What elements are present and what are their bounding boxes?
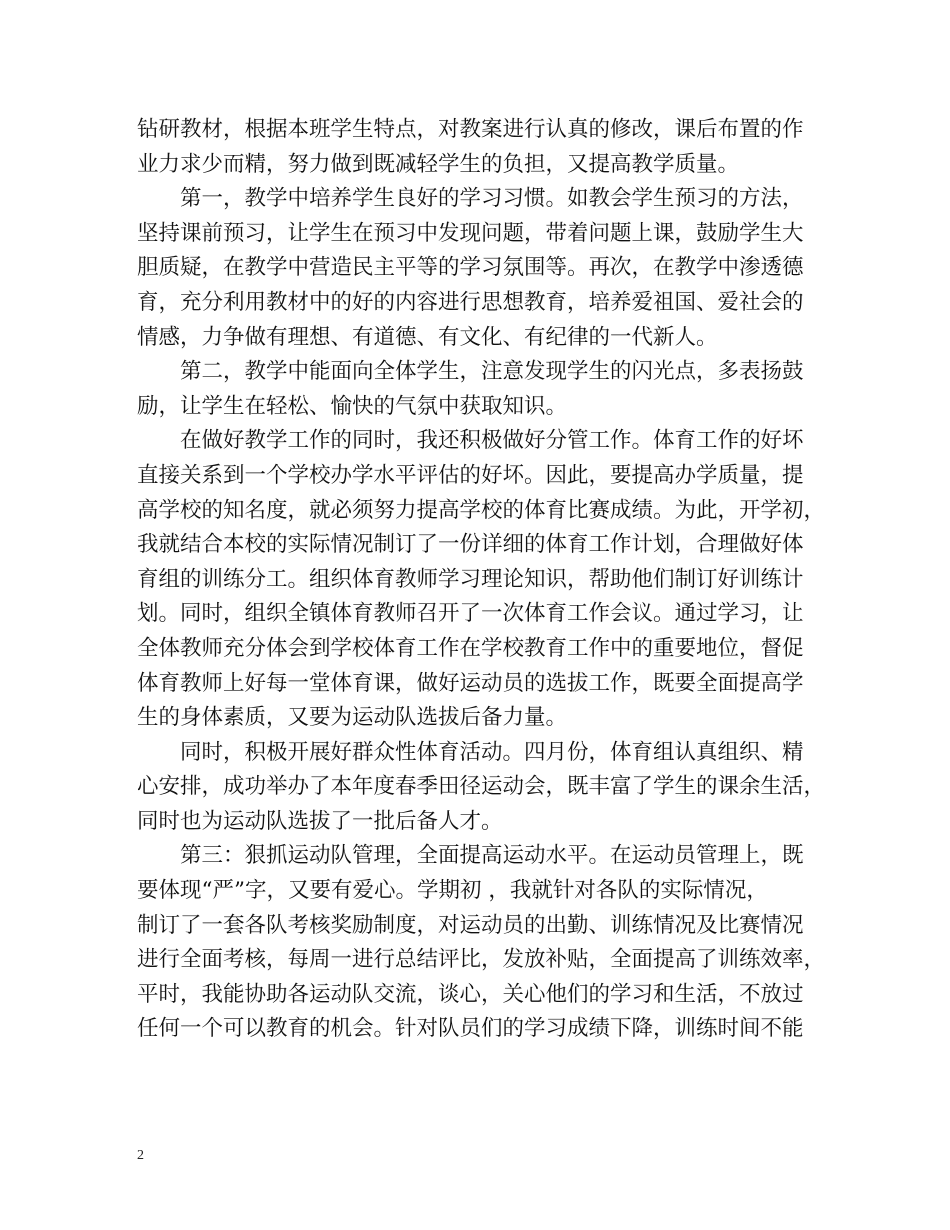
page-number: 2 bbox=[137, 1148, 144, 1163]
text-line: 第一，教学中培养学生良好的学习习惯。如教会学生预习的方法， bbox=[180, 186, 804, 212]
text-line: 全体教师充分体会到学校体育工作在学校教育工作中的重要地位，督促 bbox=[137, 635, 804, 661]
text-line: 体育教师上好每一堂体育课，做好运动员的选拔工作，既要全面提高学 bbox=[137, 670, 804, 696]
text-line: 育，充分利用教材中的好的内容进行思想教育，培养爱祖国、爱社会的 bbox=[137, 289, 804, 315]
text-line: 进行全面考核，每周一进行总结评比，发放补贴，全面提高了训练效率， bbox=[137, 947, 826, 973]
text-line: 平时，我能协助各运动队交流，谈心，关心他们的学习和生活，不放过 bbox=[137, 981, 804, 1007]
text-line: 第二，教学中能面向全体学生，注意发现学生的闪光点，多表扬鼓 bbox=[180, 359, 804, 385]
text-line: 心安排，成功举办了本年度春季田径运动会，既丰富了学生的课余生活， bbox=[137, 774, 826, 800]
text-line: 我就结合本校的实际情况制订了一份详细的体育工作计划，合理做好体 bbox=[137, 532, 804, 558]
text-line: 励，让学生在轻松、愉快的气氛中获取知识。 bbox=[137, 393, 568, 419]
text-line: 钻研教材，根据本班学生特点，对教案进行认真的修改，课后布置的作 bbox=[137, 117, 804, 142]
text-line: 同时也为运动队选拔了一批后备人才。 bbox=[137, 808, 503, 834]
text-line: 坚持课前预习，让学生在预习中发现问题，带着问题上课，鼓励学生大 bbox=[137, 220, 804, 246]
text-line: 要体现“严”字，又要有爱心。学期初 ，我就针对各队的实际情况， bbox=[137, 878, 768, 904]
text-line: 划。同时，组织全镇体育教师召开了一次体育工作会议。通过学习，让 bbox=[137, 601, 804, 627]
body-text bbox=[137, 113, 827, 1047]
text-line: 制订了一套各队考核奖励制度，对运动员的出勤、训练情况及比赛情况 bbox=[137, 912, 804, 938]
text-line: 第三：狠抓运动队管理，全面提高运动水平。在运动员管理上，既 bbox=[180, 843, 804, 869]
text-line: 高学校的知名度，就必须努力提高学校的体育比赛成绩。为此，开学初， bbox=[137, 497, 826, 523]
text-line: 情感，力争做有理想、有道德、有文化、有纪律的一代新人。 bbox=[137, 324, 718, 350]
text-line: 在做好教学工作的同时，我还积极做好分管工作。体育工作的好坏 bbox=[180, 428, 804, 454]
text-line: 业力求少而精，努力做到既减轻学生的负担，又提高教学质量。 bbox=[137, 151, 740, 177]
text-line: 直接关系到一个学校办学水平评估的好坏。因此，要提高办学质量，提 bbox=[137, 462, 804, 488]
text-line: 同时，积极开展好群众性体育活动。四月份，体育组认真组织、精 bbox=[180, 739, 804, 765]
text-line: 胆质疑，在教学中营造民主平等的学习氛围等。再次，在教学中渗透德 bbox=[137, 255, 804, 281]
text-line: 任何一个可以教育的机会。针对队员们的学习成绩下降，训练时间不能 bbox=[137, 1016, 804, 1042]
text-line: 育组的训练分工。组织体育教师学习理论知识，帮助他们制订好训练计 bbox=[137, 566, 804, 592]
text-line: 生的身体素质，又要为运动队选拔后备力量。 bbox=[137, 705, 568, 731]
